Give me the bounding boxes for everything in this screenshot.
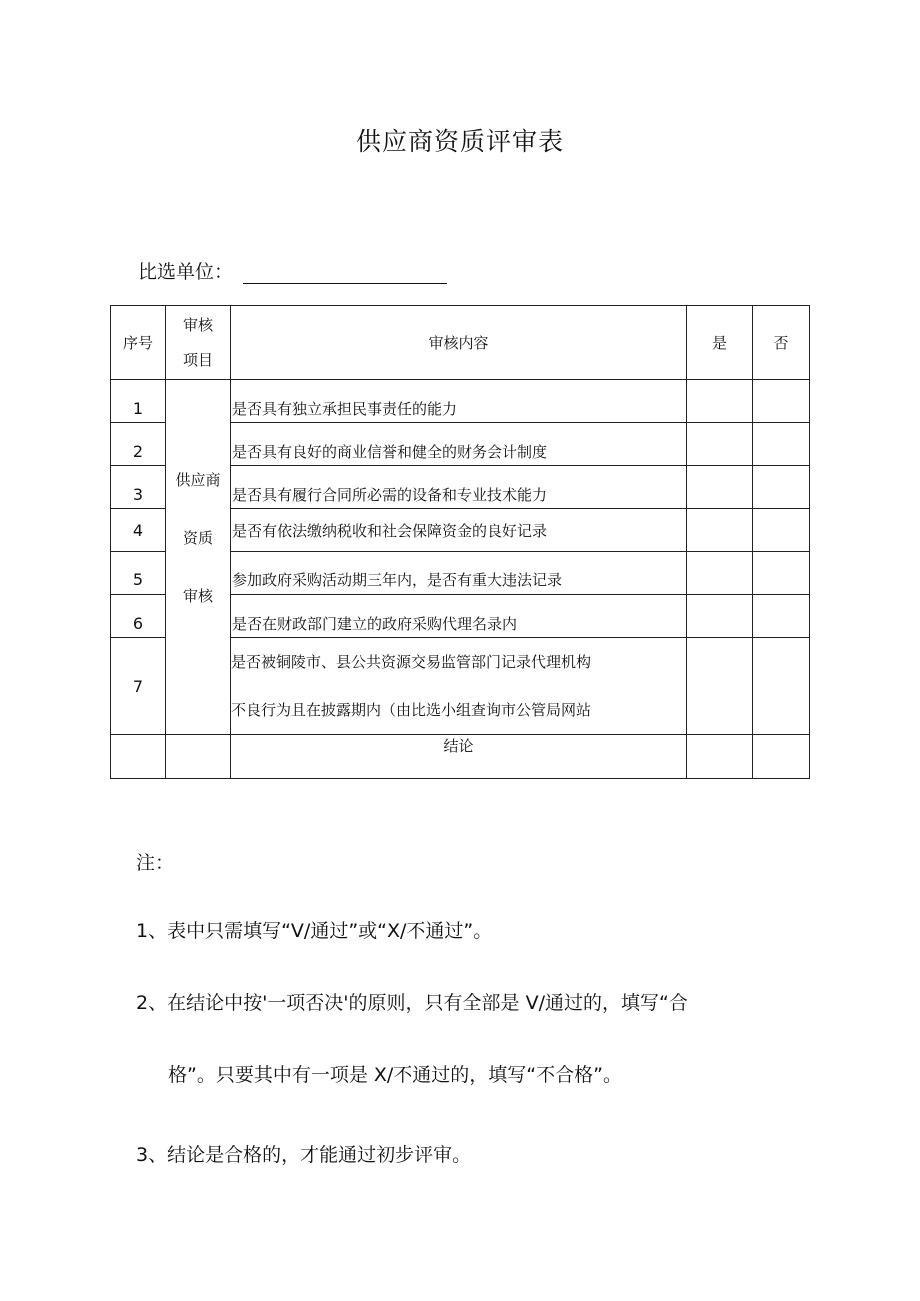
row-content	[231, 638, 687, 735]
row-content: 参加政府采购活动期三年内，是否有重大违法记录	[231, 552, 687, 595]
row-yes-cell[interactable]	[687, 380, 753, 423]
row-seq: 7	[111, 638, 166, 735]
conclusion-label: 结论	[443, 737, 474, 755]
bidding-unit-label: 比选单位：	[138, 261, 234, 283]
row-yes-cell[interactable]	[687, 638, 753, 735]
header-yes: 是	[687, 306, 753, 380]
conclusion-item-cell	[166, 735, 231, 779]
row-no-cell[interactable]	[753, 423, 810, 466]
group-label-line2: 资质	[182, 529, 213, 547]
conclusion-seq-cell	[111, 735, 166, 779]
note-1: 1、表中只需填写“V/通过”或“X/不通过”。	[136, 920, 493, 942]
row-no-cell[interactable]	[753, 638, 810, 735]
bidding-unit-row	[138, 257, 447, 284]
review-item-group	[166, 380, 231, 735]
row-yes-cell[interactable]	[687, 509, 753, 552]
group-label-line1: 供应商	[175, 471, 221, 489]
header-item-line2: 项目	[182, 350, 213, 369]
row-seq: 2	[111, 423, 166, 466]
row-content: 是否具有履行合同所必需的设备和专业技术能力	[231, 466, 687, 509]
row-content: 是否具有独立承担民事责任的能力	[231, 380, 687, 423]
row-yes-cell[interactable]	[687, 423, 753, 466]
row-no-cell[interactable]	[753, 466, 810, 509]
row-content: 是否有依法缴纳税收和社会保障资金的良好记录	[231, 509, 687, 552]
row-content: 是否具有良好的商业信誉和健全的财务会计制度	[231, 423, 687, 466]
note-2-line1: 2、在结论中按'一项否决'的原则，只有全部是 V/通过的，填写“合	[136, 992, 688, 1014]
review-table	[110, 305, 810, 779]
row-content-line2: 不良行为且在披露期内（由比选小组查询市公管局网站	[231, 701, 592, 719]
header-no: 否	[753, 306, 810, 380]
conclusion-row	[111, 735, 810, 779]
note-2-line2: 格”。只要其中有一项是 X/不通过的，填写“不合格”。	[168, 1064, 622, 1086]
header-content: 审核内容	[231, 306, 687, 380]
row-no-cell[interactable]	[753, 380, 810, 423]
row-seq: 6	[111, 595, 166, 638]
row-content-line1: 是否被铜陵市、县公共资源交易监管部门记录代理机构	[231, 653, 592, 671]
table-row	[111, 380, 810, 423]
header-item-line1: 审核	[182, 315, 213, 334]
group-label-line3: 审核	[182, 587, 213, 605]
bidding-unit-blank[interactable]	[243, 263, 447, 284]
note-3: 3、结论是合格的，才能通过初步评审。	[136, 1144, 472, 1166]
row-no-cell[interactable]	[753, 552, 810, 595]
row-seq: 3	[111, 466, 166, 509]
row-no-cell[interactable]	[753, 509, 810, 552]
row-no-cell[interactable]	[753, 595, 810, 638]
table-header-row	[111, 306, 810, 380]
conclusion-label-cell	[231, 735, 687, 779]
row-seq: 5	[111, 552, 166, 595]
header-seq: 序号	[111, 306, 166, 380]
row-yes-cell[interactable]	[687, 466, 753, 509]
page-title: 供应商资质评审表	[355, 127, 564, 156]
row-seq: 4	[111, 509, 166, 552]
row-yes-cell[interactable]	[687, 595, 753, 638]
notes-heading: 注：	[136, 852, 175, 874]
conclusion-no-cell[interactable]	[753, 735, 810, 779]
header-item	[166, 306, 231, 380]
row-yes-cell[interactable]	[687, 552, 753, 595]
row-content: 是否在财政部门建立的政府采购代理名录内	[231, 595, 687, 638]
conclusion-yes-cell[interactable]	[687, 735, 753, 779]
row-seq: 1	[111, 380, 166, 423]
